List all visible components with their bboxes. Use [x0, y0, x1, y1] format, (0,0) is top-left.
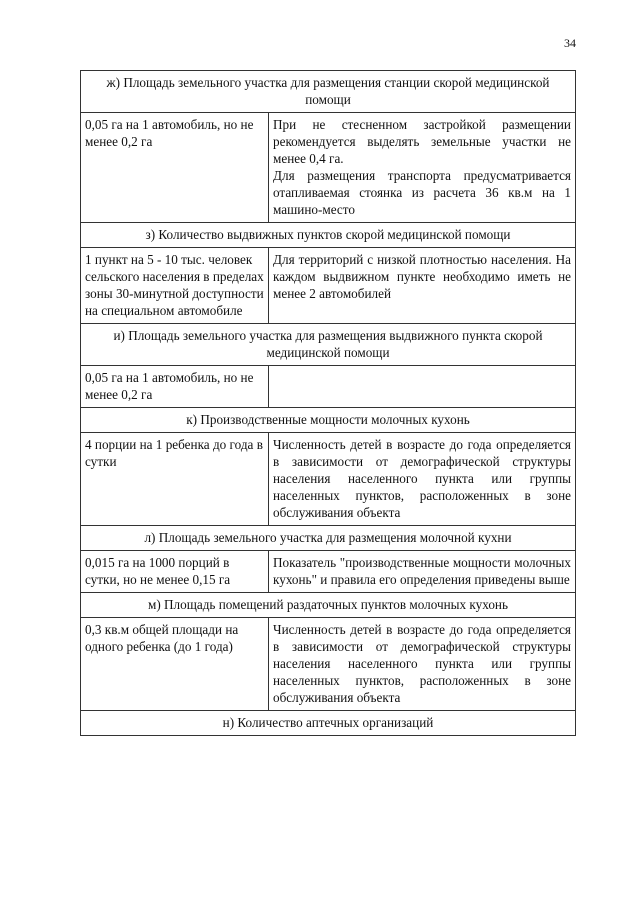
section-header-row	[81, 408, 576, 433]
section-heading: з) Количество выдвижных пунктов скорой медицинской помощи	[81, 223, 576, 248]
section-header-row	[81, 324, 576, 366]
page-number: 34	[564, 36, 576, 50]
norm-value-cell: 0,05 га на 1 автомобиль, но не менее 0,2 га	[81, 366, 269, 408]
norm-value-cell: 0,015 га на 1000 порций в сутки, но не менее 0,15 га	[81, 551, 269, 593]
note-cell	[269, 551, 576, 593]
table-row	[81, 248, 576, 324]
section-heading: к) Производственные мощности молочных кухонь	[81, 408, 576, 433]
note-paragraph: Численность детей в возрасте до года определяется в зависимости от демографической структуры населения населенного пункта или группы населенных пунктов, расположенных в зоне обслуживания объекта	[273, 622, 571, 705]
table-row	[81, 366, 576, 408]
norms-table	[80, 70, 576, 736]
note-paragraph: Для территорий с низкой плотностью населения. На каждом выдвижном пункте необходимо иметь не менее 2 автомобилей	[273, 252, 571, 301]
note-cell	[269, 618, 576, 711]
table-row	[81, 433, 576, 526]
section-header-row	[81, 223, 576, 248]
note-paragraph: Для размещения транспорта предусматривается отапливаемая стоянка из расчета 36 кв.м на 1 машино-место	[273, 168, 571, 217]
note-cell	[269, 113, 576, 223]
section-heading: ж) Площадь земельного участка для размещения станции скорой медицинской помощи	[81, 71, 576, 113]
section-heading: м) Площадь помещений раздаточных пунктов молочных кухонь	[81, 593, 576, 618]
section-heading: и) Площадь земельного участка для размещения выдвижного пункта скорой медицинской помощи	[81, 324, 576, 366]
note-cell	[269, 366, 576, 408]
note-cell	[269, 248, 576, 324]
section-heading: л) Площадь земельного участка для размещения молочной кухни	[81, 526, 576, 551]
note-paragraph: Показатель "производственные мощности молочных кухонь" и правила его определения приведены выше	[273, 555, 571, 587]
table-row	[81, 113, 576, 223]
note-paragraph: Численность детей в возрасте до года определяется в зависимости от демографической структуры населения населенного пункта или группы населенных пунктов, расположенных в зоне обслуживания объекта	[273, 437, 571, 520]
table-row	[81, 618, 576, 711]
section-header-row	[81, 526, 576, 551]
norm-value-cell: 4 порции на 1 ребенка до года в сутки	[81, 433, 269, 526]
table-row	[81, 551, 576, 593]
section-header-row	[81, 71, 576, 113]
note-cell	[269, 433, 576, 526]
section-header-row	[81, 711, 576, 736]
section-heading: н) Количество аптечных организаций	[81, 711, 576, 736]
note-paragraph: При не стесненном застройкой размещении рекомендуется выделять земельные участки не менее 0,4 га.	[273, 117, 571, 166]
norm-value-cell: 1 пункт на 5 - 10 тыс. человек сельского населения в пределах зоны 30-минутной доступности на специальном автомобиле	[81, 248, 269, 324]
norm-value-cell: 0,05 га на 1 автомобиль, но не менее 0,2 га	[81, 113, 269, 223]
section-header-row	[81, 593, 576, 618]
norm-value-cell: 0,3 кв.м общей площади на одного ребенка (до 1 года)	[81, 618, 269, 711]
